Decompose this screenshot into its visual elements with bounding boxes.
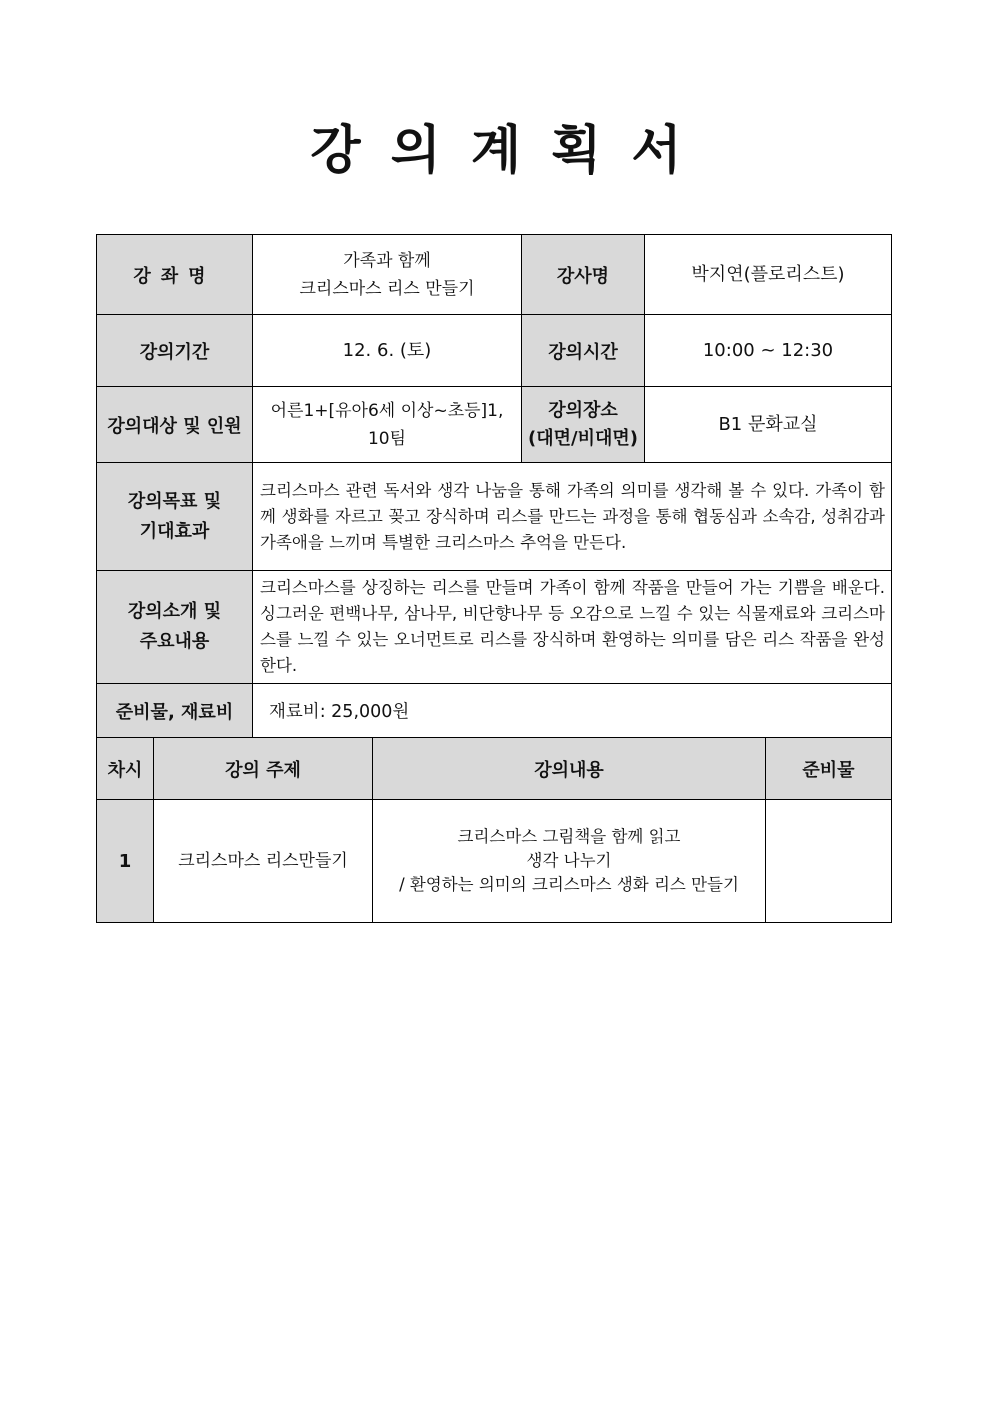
materials-label: 준비물, 재료비 [97,684,253,738]
course-name-value: 가족과 함께 크리스마스 리스 만들기 [253,235,522,315]
session-header: 차시 [97,738,154,800]
page-title: 강의계획서 [310,121,712,181]
intro-label: 강의소개 및 주요내용 [97,571,253,684]
course-name-label: 강좌명 [97,235,253,315]
topic-header: 강의 주제 [154,738,373,800]
location-label: 강의장소 (대면/비대면) [522,387,645,463]
content-header: 강의내용 [373,738,766,800]
period-label: 강의기간 [97,315,253,387]
target-value: 어른1+[유아6세 이상~초등]1, 10팀 [253,387,522,463]
instructor-label: 강사명 [522,235,645,315]
session-content: 크리스마스 그림책을 함께 읽고 생각 나누기 / 환영하는 의미의 크리스마스 생화 리스 만들기 [373,800,766,923]
session-table [96,737,892,923]
time-value: 10:00 ~ 12:30 [645,315,892,387]
session-supplies [766,800,892,923]
intro-text: 크리스마스를 상징하는 리스를 만들며 가족이 함께 작품을 만들어 가는 기쁨을 배운다. 싱그러운 편백나무, 삼나무, 비단향나무 등 오감으로 느낄 수 있는 식물재료와 크리스마스를 느낄 수 있는 오너먼트로 리스를 장식하며 환영하는 의미를 담은 리스 작품을 완성한다. [253,571,892,684]
time-label: 강의시간 [522,315,645,387]
supplies-header: 준비물 [766,738,892,800]
instructor-value: 박지연(플로리스트) [645,235,892,315]
table-row [97,800,892,923]
session-number: 1 [97,800,154,923]
course-info-table [96,234,892,738]
period-value: 12. 6. (토) [253,315,522,387]
target-label: 강의대상 및 인원 [97,387,253,463]
goal-text: 크리스마스 관련 독서와 생각 나눔을 통해 가족의 의미를 생각해 볼 수 있다. 가족이 함께 생화를 자르고 꽂고 장식하며 리스를 만드는 과정을 통해 협동심과 소속감, 성취감과 가족애을 느끼며 특별한 크리스마스 추억을 만든다. [253,463,892,571]
goal-label: 강의목표 및 기대효과 [97,463,253,571]
location-value: B1 문화교실 [645,387,892,463]
session-topic: 크리스마스 리스만들기 [154,800,373,923]
materials-value: 재료비: 25,000원 [253,684,892,738]
